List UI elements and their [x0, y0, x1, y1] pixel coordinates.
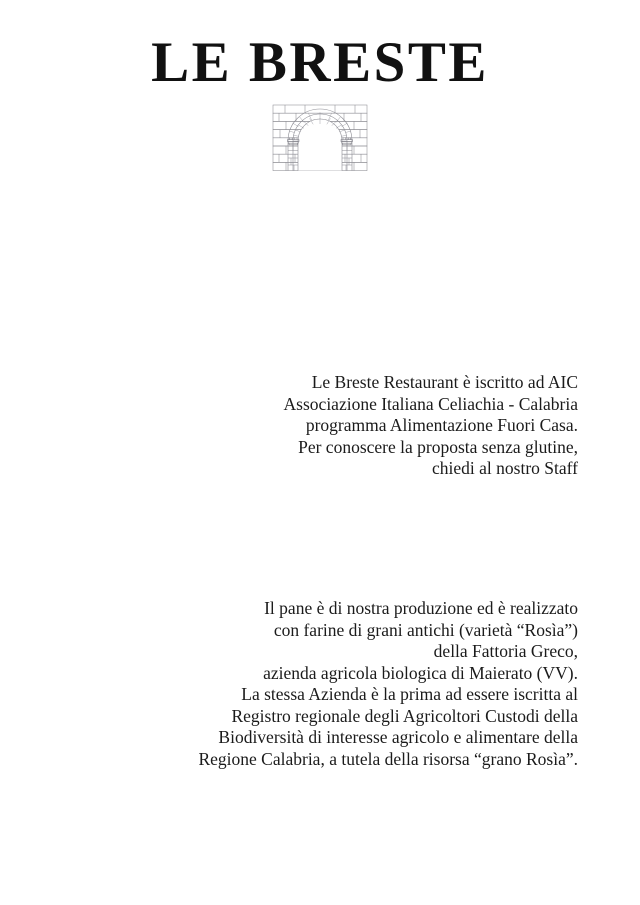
- text-line: azienda agricola biologica di Maierato (VV).: [263, 662, 578, 683]
- text-line: Le Breste Restaurant è iscritto ad AIC: [311, 372, 578, 392]
- aic-gluten-free-notice: [60, 372, 578, 480]
- page-title: LE BRESTE: [151, 31, 489, 94]
- text-line: con farine di grani antichi (varietà “Rosìa”): [273, 619, 578, 640]
- text-line: Registro regionale degli Agricoltori Custodi della: [231, 705, 578, 726]
- logo-container: [0, 103, 640, 175]
- text-line: chiedi al nostro Staff: [432, 458, 578, 478]
- text-line: Per conoscere la proposta senza glutine,: [298, 436, 578, 457]
- text-line: Associazione Italiana Celiachia - Calabria: [283, 393, 578, 414]
- stone-arch-logo: [272, 103, 368, 175]
- text-line: Biodiversità di interesse agricolo e alimentare della: [218, 727, 578, 747]
- text-line: della Fattoria Greco,: [433, 641, 578, 661]
- text-line: La stessa Azienda è la prima ad essere iscritta al: [241, 684, 578, 704]
- bread-provenance-notice: [40, 598, 578, 770]
- masthead: [0, 0, 640, 175]
- text-line: programma Alimentazione Fuori Casa.: [305, 415, 578, 435]
- text-line: Regione Calabria, a tutela della risorsa “grano Rosìa”.: [198, 748, 578, 769]
- text-line: Il pane è di nostra produzione ed è realizzato: [264, 598, 578, 618]
